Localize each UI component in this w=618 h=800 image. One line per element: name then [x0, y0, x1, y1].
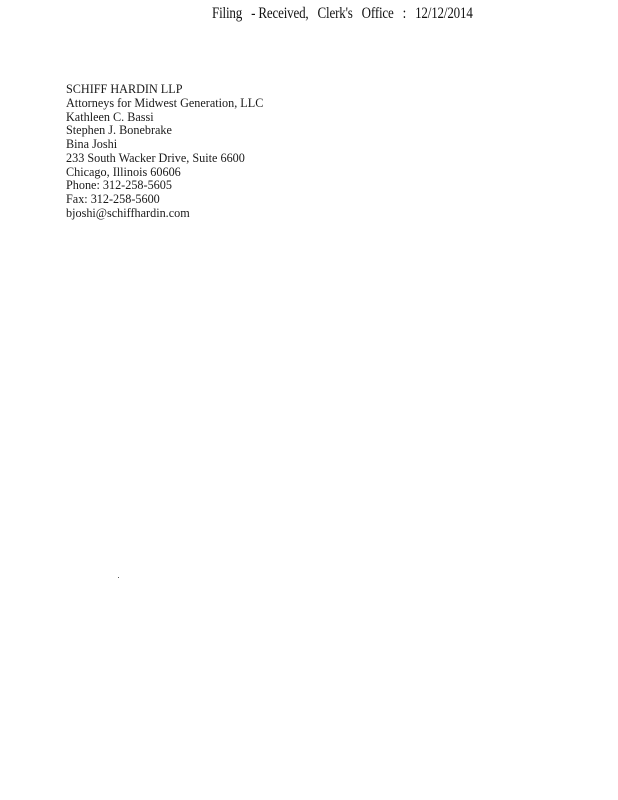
- filing-date: 12/12/2014: [415, 5, 473, 22]
- phone-number: Phone: 312-258-5605: [66, 178, 172, 193]
- attorney-name: Bina Joshi: [66, 137, 118, 151]
- header-colon: :: [402, 5, 407, 22]
- firm-name: SCHIFF HARDIN LLP: [66, 82, 183, 96]
- filing-stamp-header: [212, 4, 479, 24]
- email-address: bjoshi@schiffhardin.com: [66, 205, 190, 220]
- scan-speck: [118, 577, 119, 578]
- received-label: - Received,: [251, 5, 309, 22]
- office-label: Office: [361, 5, 394, 22]
- city-state-zip: Chicago, Illinois 60606: [66, 164, 181, 179]
- street-address: 233 South Wacker Drive, Suite 6600: [66, 150, 245, 165]
- attorney-name: Stephen J. Bonebrake: [66, 123, 172, 138]
- filing-label: Filing: [212, 5, 243, 22]
- fax-number: Fax: 312-258-5600: [66, 192, 160, 206]
- client-line: Attorneys for Midwest Generation, LLC: [66, 95, 264, 110]
- clerks-label: Clerk's: [317, 5, 353, 22]
- counsel-contact-block: [66, 83, 263, 221]
- attorney-name: Kathleen C. Bassi: [66, 109, 154, 124]
